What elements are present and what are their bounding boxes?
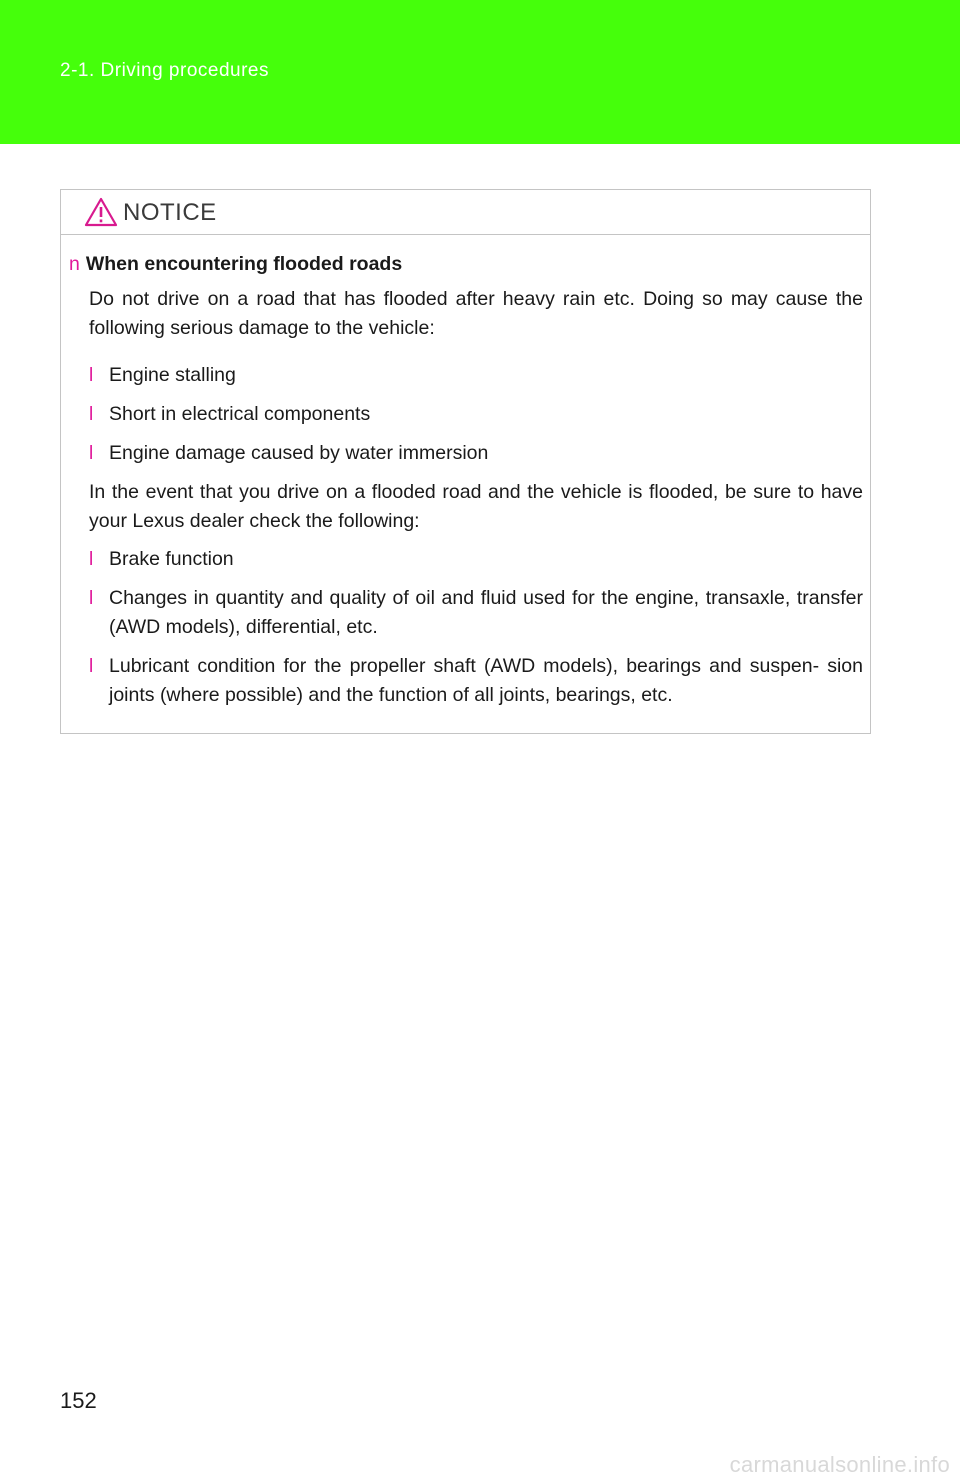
subheading-bullet: n [69, 253, 80, 275]
list-bullet: l [89, 656, 94, 677]
list-item-text: Engine stalling [109, 364, 236, 386]
list-item-text: Brake function [109, 548, 234, 570]
list-item [89, 361, 863, 390]
warning-triangle-icon [84, 197, 118, 227]
list-bullet: l [89, 365, 94, 386]
notice-box [60, 189, 871, 734]
notice-header [61, 190, 870, 235]
list-bullet: l [89, 588, 94, 609]
list-item [89, 439, 863, 468]
list-bullet: l [89, 549, 94, 570]
check-paragraph: In the event that you drive on a flooded road and the vehicle is flooded, be sure to have your Lexus dealer check the following: [89, 481, 863, 532]
section-title: 2-1. Driving procedures [60, 60, 269, 81]
list-item [89, 652, 863, 710]
subheading-text: When encountering flooded roads [85, 253, 403, 275]
list-item [89, 400, 863, 429]
list-item-text: Short in electrical components [109, 403, 371, 425]
list-bullet: l [89, 443, 94, 464]
watermark: carmanualsonline.info [729, 1452, 950, 1477]
intro-paragraph: Do not drive on a road that has flooded after heavy rain etc. Doing so may cause the following serious damage to the vehicle: [89, 288, 863, 339]
notice-subheading [69, 253, 402, 276]
page-number: 152 [60, 1388, 97, 1413]
list-item-text: Engine damage caused by water immersion [109, 442, 489, 464]
list-item [89, 584, 863, 642]
notice-label: NOTICE [123, 199, 217, 226]
list-bullet: l [89, 404, 94, 425]
list-item-text: Lubricant condition for the propeller shaft (AWD models), bearings and suspen- sion joints (where possible) and the function of all joints, bearings, etc. [109, 655, 863, 706]
list-item-text: Changes in quantity and quality of oil and fluid used for the engine, transaxle, transfer (AWD models), differential, etc. [109, 587, 863, 638]
list-item [89, 545, 863, 574]
header-band [0, 0, 960, 144]
